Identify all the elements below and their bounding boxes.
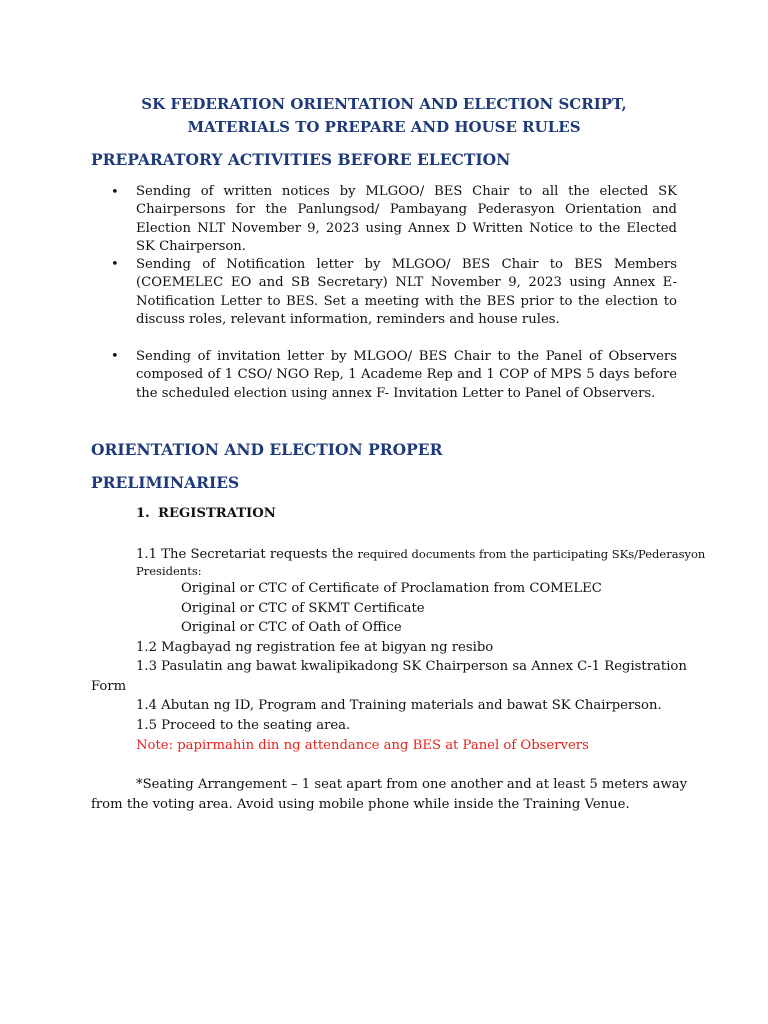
step-1-1-documents-text: required documents from the participating SKs/Pederasyon xyxy=(357,547,706,561)
step-1-3: 1.3 Pasulatin ang bawat kwalipikadong SK Chairperson sa Annex C-1 Registration xyxy=(136,659,687,674)
step-1-5: 1.5 Proceed to the seating area. xyxy=(136,718,351,733)
bullet-mark: • xyxy=(111,257,119,272)
step-1-1 xyxy=(136,545,705,564)
step-1-3-continued: Form xyxy=(91,679,127,694)
subheading-preliminaries: PRELIMINARIES xyxy=(91,473,240,492)
document-item: Original or CTC of SKMT Certificate xyxy=(181,601,425,616)
seating-arrangement-continued: from the voting area. Avoid using mobile phone while inside the Training Venue. xyxy=(91,797,630,812)
bullet-mark: • xyxy=(111,185,119,200)
item-title-registration: REGISTRATION xyxy=(158,506,276,521)
step-1-1-continued: Presidents: xyxy=(136,564,202,578)
section-heading-preparatory: PREPARATORY ACTIVITIES BEFORE ELECTION xyxy=(91,150,511,169)
step-1-4: 1.4 Abutan ng ID, Program and Training materials and bawat SK Chairperson. xyxy=(136,698,662,713)
step-1-1-main: 1.1 The Secretariat requests the xyxy=(136,547,358,562)
item-number: 1. xyxy=(136,506,150,521)
bullet-mark: • xyxy=(111,349,119,364)
step-1-2: 1.2 Magbayad ng registration fee at bigyan ng resibo xyxy=(136,640,494,655)
document-item: Original or CTC of Certificate of Proclamation from COMELEC xyxy=(181,581,602,596)
attendance-note: Note: papirmahin din ng attendance ang BES at Panel of Observers xyxy=(136,738,589,753)
seating-arrangement: *Seating Arrangement – 1 seat apart from one another and at least 5 meters away xyxy=(136,777,688,792)
bullet-item-written-notices: Sending of written notices by MLGOO/ BES Chair to all the elected SK Chairpersons for the Panlungsod/ Pambayang Pederasyon Orientation and Election NLT November 9, 2023 using Annex D Written Notice to the Elected SK Chairperson. xyxy=(136,184,677,254)
document-item: Original or CTC of Oath of Office xyxy=(181,620,402,635)
document-title: SK FEDERATION ORIENTATION AND ELECTION SCRIPT, MATERIALS TO PREPARE AND HOUSE RULES xyxy=(141,95,627,136)
bullet-item-invitation-letter: Sending of invitation letter by MLGOO/ BES Chair to the Panel of Observers composed of 1 CSO/ NGO Rep, 1 Academe Rep and 1 COP of MPS 5 days before the scheduled election using annex F- Invitation Letter to Panel of Observers. xyxy=(136,349,677,401)
bullet-item-notification-letter: Sending of Notification letter by MLGOO/ BES Chair to BES Members (COEMELEC EO and SB Secretary) NLT November 9, 2023 using Annex E- Notification Letter to BES. Set a meeting with the BES prior to the election to discuss roles, relevant information, reminders and house rules. xyxy=(136,257,677,327)
section-heading-orientation: ORIENTATION AND ELECTION PROPER xyxy=(91,440,443,459)
